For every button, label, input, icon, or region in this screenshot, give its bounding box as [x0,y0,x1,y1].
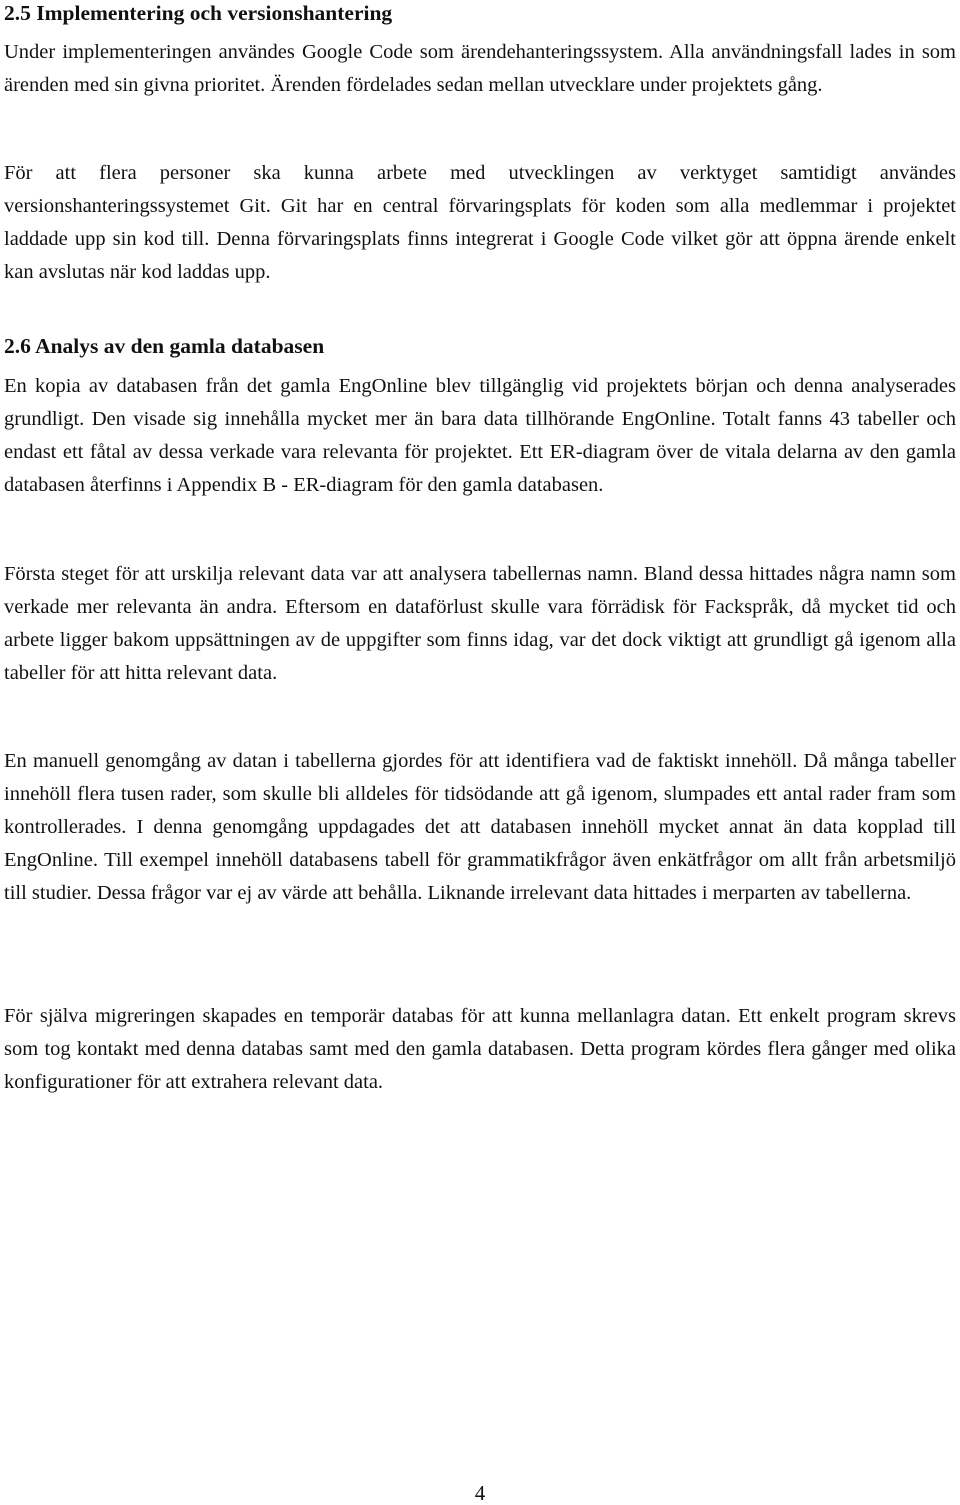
paragraph-implementation-1: Under implementeringen användes Google Code som ärendehanteringssystem. Alla användningsfall lades in som ärenden med sin givna prioritet. Ärenden fördelades sedan mellan utvecklare under projektets gång. [4,41,956,96]
paragraph-analysis-4: För själva migreringen skapades en temporär databas för att kunna mellanlagra datan. Ett enkelt program skrevs som tog kontakt med denna databas samt med den gamla databasen. Detta program kördes flera gånger med olika konfigurationer för att extrahera relevant data. [4,1005,956,1093]
paragraph-analysis-2: Första steget för att urskilja relevant data var att analysera tabellernas namn. Bland dessa hittades några namn som verkade mer relevanta än andra. Eftersom en dataförlust skulle vara förrädisk för Fackspråk, då mycket tid och arbete ligger bakom uppsättningen av de uppgifter som finns idag, var det dock viktigt att grundligt gå igenom alla tabeller för att hitta relevant data. [4,563,956,684]
section-heading-2-6: 2.6 Analys av den gamla databasen [4,334,325,358]
page-number: 4 [474,1481,486,1505]
paragraph-analysis-3: En manuell genomgång av datan i tabellerna gjordes för att identifiera vad de faktiskt innehöll. Då många tabeller innehöll flera tusen rader, som skulle bli alldeles för tidsödande att gå igenom, slumpades ett antal rader fram som kontrollerades. I denna genomgång uppdagades det att databasen innehöll mycket annat än data kopplad till EngOnline. Till exempel innehöll databasens tabell för grammatikfrågor även enkätfrågor om allt från arbetsmiljö till studier. Dessa frågor var ej av värde att behålla. Liknande irrelevant data hittades i merparten av tabellerna. [4,750,956,904]
paragraph-analysis-1: En kopia av databasen från det gamla EngOnline blev tillgänglig vid projektets början och denna analyserades grundligt. Den visade sig innehålla mycket mer än bara data tillhörande EngOnline. Totalt fanns 43 tabeller och endast ett fåtal av dessa verkade vara relevanta för projektet. Ett ER-diagram över de vitala delarna av den gamla databasen återfinns i Appendix B - ER-diagram för den gamla databasen. [4,375,956,496]
section-heading-2-5: 2.5 Implementering och versionshantering [4,1,393,25]
paragraph-implementation-2: För att flera personer ska kunna arbete med utvecklingen av verktyget samtidigt användes versionshanteringssystemet Git. Git har en central förvaringsplats för koden som alla medlemmar i projektet laddade upp sin kod till. Denna förvaringsplats finns integrerat i Google Code vilket gör att öppna ärende enkelt kan avslutas när kod laddas upp. [4,162,956,283]
